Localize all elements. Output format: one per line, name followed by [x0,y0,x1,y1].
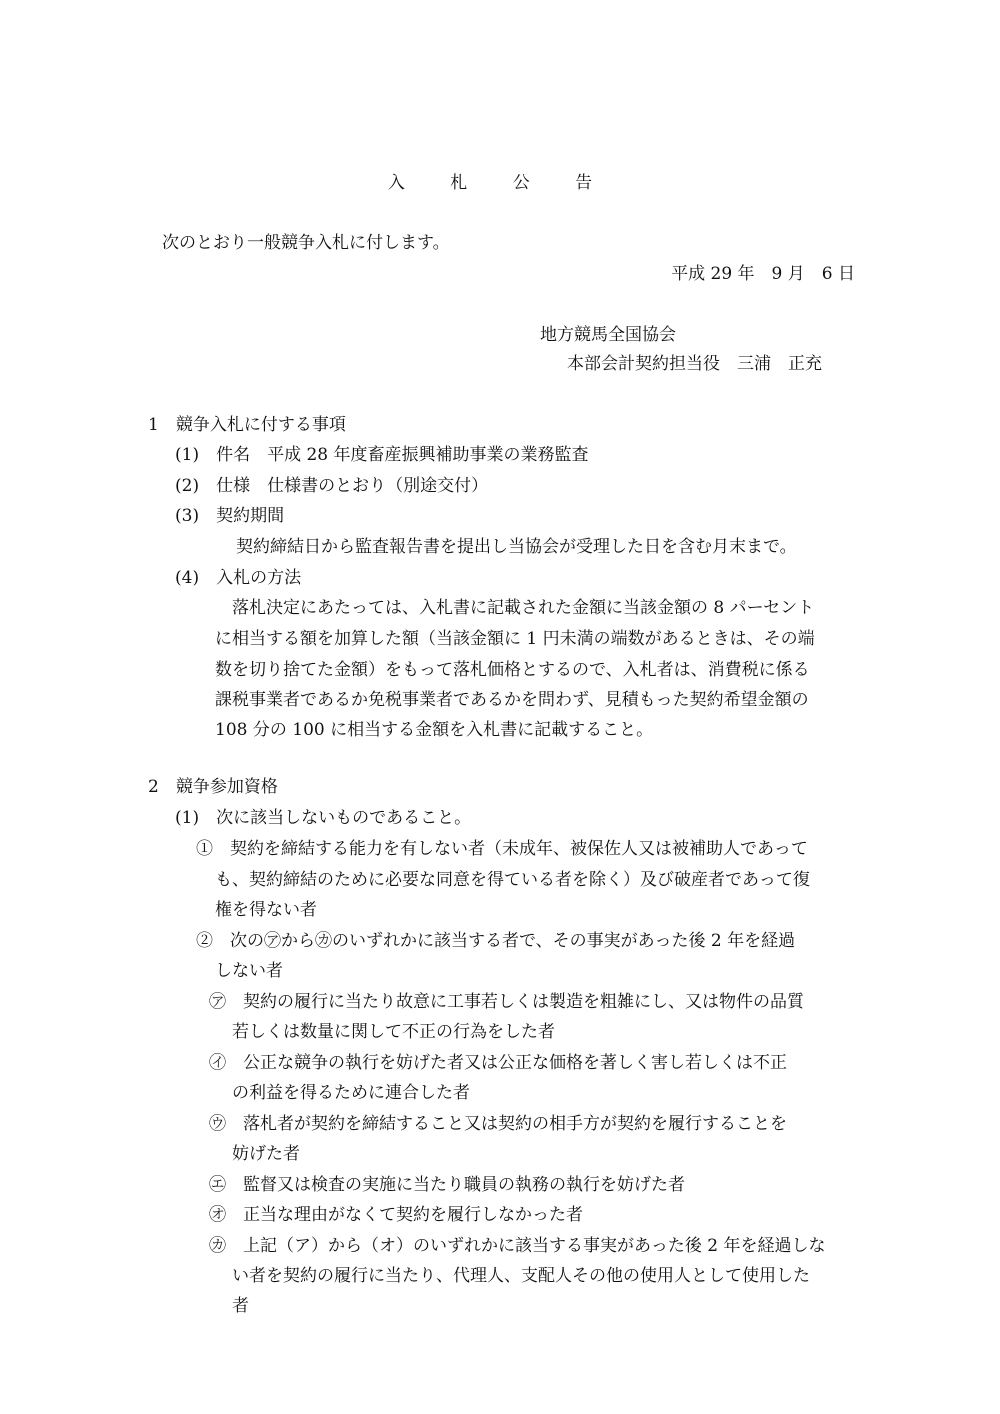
sub-item-i-line: ㋑ 公正な競争の執行を妨げた者又は公正な価格を著しく害し若しくは不正 [209,1053,787,1073]
sub-item-u-line: 妨げた者 [232,1144,300,1164]
circle2-line: しない者 [215,961,283,981]
sub-item-i-line: の利益を得るために連合した者 [232,1083,470,1103]
section1-item3: (3) 契約期間 [175,506,285,526]
issue-date: 平成 29 年 9 月 6 日 [671,264,855,284]
section1-item4-body-line: 数を切り捨てた金額）をもって落札価格とするので、入札者は、消費税に係る [215,660,810,680]
section1-item3-body: 契約締結日から監査報告書を提出し当協会が受理した日を含む月末まで。 [236,537,797,557]
sub-item-e-line: ㋓ 監督又は検査の実施に当たり職員の執務の執行を妨げた者 [209,1175,685,1195]
section1-item1: (1) 件名 平成 28 年度畜産振興補助事業の業務監査 [175,445,589,465]
section2-heading: 2 競争参加資格 [148,777,278,797]
section1-item2: (2) 仕様 仕様書のとおり（別途交付） [175,476,489,496]
section1-item4-body-line: に相当する額を加算した額（当該金額に 1 円未満の端数があるときは、その端 [215,629,815,649]
section1-item4: (4) 入札の方法 [175,568,302,588]
section1-item4-body-line: 108 分の 100 に相当する金額を入札書に記載すること。 [215,720,654,740]
section2-item1: (1) 次に該当しないものであること。 [175,808,472,828]
document-title: 入 札 公 告 [387,173,613,193]
sub-item-a-line: ㋐ 契約の履行に当たり故意に工事若しくは製造を粗雑にし、又は物件の品質 [209,992,804,1012]
intro-text: 次のとおり一般競争入札に付します。 [162,233,450,253]
section1-item4-body-line: 落札決定にあたっては、入札書に記載された金額に当該金額の 8 パーセント [232,598,815,618]
sub-item-ka-line: 者 [232,1296,249,1316]
sub-item-u-line: ㋒ 落札者が契約を締結すること又は契約の相手方が契約を履行することを [209,1114,787,1134]
issuer-officer: 本部会計契約担当役 三浦 正充 [567,354,822,374]
sub-item-ka-line: ㋕ 上記（ア）から（オ）のいずれかに該当する事実があった後 2 年を経過しな [209,1236,826,1256]
section1-heading: 1 競争入札に付する事項 [148,415,346,435]
sub-item-a-line: 若しくは数量に関して不正の行為をした者 [232,1022,555,1042]
circle1-line: 権を得ない者 [215,900,317,920]
sub-item-ka-line: い者を契約の履行に当たり、代理人、支配人その他の使用人として使用した [232,1266,810,1286]
circle2-line: ② 次の㋐から㋕のいずれかに該当する者で、その事実があった後 2 年を経過 [196,931,796,951]
circle1-line: ① 契約を締結する能力を有しない者（未成年、被保佐人又は被補助人であって [196,839,808,859]
sub-item-o-line: ㋔ 正当な理由がなくて契約を履行しなかった者 [209,1205,583,1225]
section1-item4-body-line: 課税事業者であるか免税事業者であるかを問わず、見積もった契約希望金額の [215,690,809,710]
issuer-organization: 地方競馬全国協会 [540,325,676,345]
circle1-line: も、契約締結のために必要な同意を得ている者を除く）及び破産者であって復 [215,870,810,890]
